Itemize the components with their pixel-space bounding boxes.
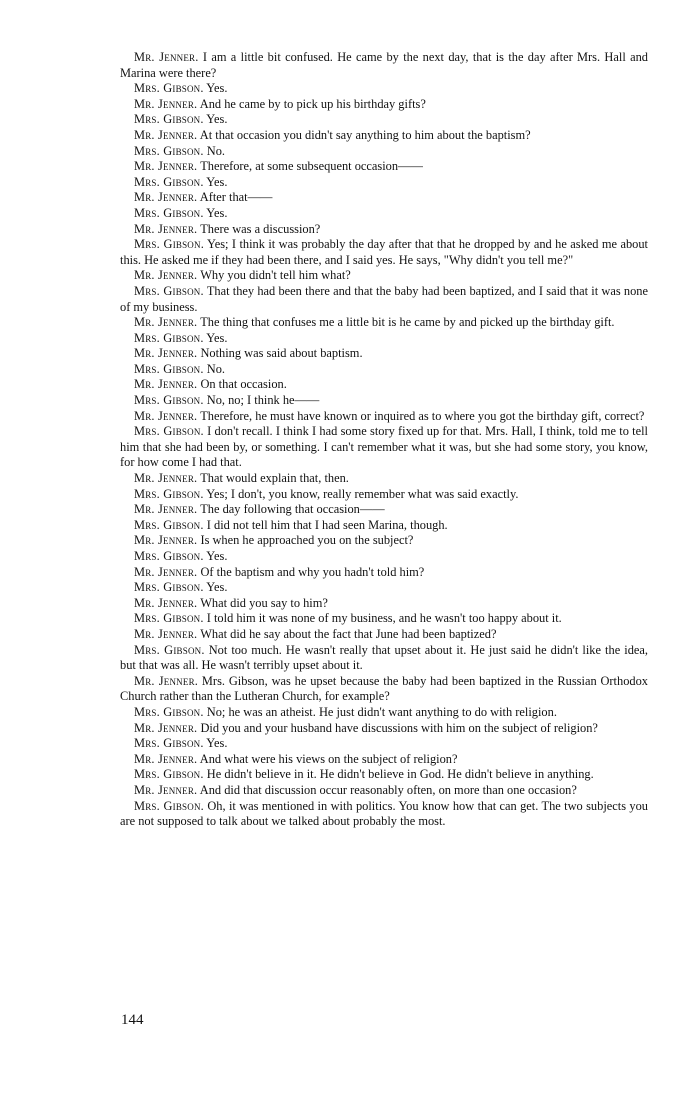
- speech-text: Of the baptism and why you hadn't told him?: [197, 564, 425, 579]
- testimony-paragraph: [120, 596, 648, 612]
- speech-text: Yes.: [203, 81, 228, 96]
- speech-text: The thing that confuses me a little bit is he came by and picked up the birthday gift.: [197, 315, 615, 330]
- speaker-label: Mr. Jenner.: [134, 127, 198, 142]
- speaker-label: Mr. Jenner.: [134, 346, 198, 361]
- speech-text: And he came by to pick up his birthday gifts?: [197, 96, 426, 111]
- speaker-label: Mr. Jenner.: [134, 782, 198, 797]
- speech-text: That they had been there and that the baby had been baptized, and I said that it was none of my business.: [120, 283, 648, 314]
- speaker-label: Mr. Jenner.: [134, 751, 198, 766]
- speech-text: Yes.: [203, 736, 228, 751]
- testimony-paragraph: [120, 97, 648, 113]
- speaker-label: Mrs. Gibson.: [134, 143, 204, 158]
- testimony-paragraph: [120, 315, 648, 331]
- speech-text: At that occasion you didn't say anything to him about the baptism?: [197, 127, 531, 142]
- testimony-paragraph: [120, 206, 648, 222]
- speech-text: There was a discussion?: [197, 221, 321, 236]
- speaker-label: Mrs. Gibson.: [134, 736, 204, 751]
- speaker-label: Mrs. Gibson.: [134, 580, 204, 595]
- speaker-label: Mrs. Gibson.: [134, 704, 204, 719]
- testimony-paragraph: [120, 533, 648, 549]
- speech-text: Yes.: [203, 174, 228, 189]
- testimony-paragraph: [120, 393, 648, 409]
- speech-text: What did you say to him?: [197, 595, 328, 610]
- speaker-label: Mr. Jenner.: [134, 626, 198, 641]
- testimony-paragraph: [120, 144, 648, 160]
- speech-text: What did he say about the fact that June had been baptized?: [197, 626, 497, 641]
- speaker-label: Mr. Jenner.: [134, 190, 198, 205]
- speaker-label: Mr. Jenner.: [134, 377, 198, 392]
- testimony-paragraph: [120, 268, 648, 284]
- speech-text: Is when he approached you on the subject?: [197, 533, 414, 548]
- speaker-label: Mrs. Gibson.: [134, 549, 204, 563]
- testimony-paragraph: [120, 487, 648, 503]
- speech-text: Oh, it was mentioned in with politics. You know how that can get. The two subjects you are not supposed to talk about we talked about probably the most.: [120, 798, 648, 829]
- testimony-paragraph: [120, 643, 648, 674]
- testimony-paragraph: [120, 409, 648, 425]
- speaker-label: Mr. Jenner.: [134, 221, 198, 236]
- speaker-label: Mr. Jenner.: [134, 471, 198, 486]
- testimony-paragraph: [120, 721, 648, 737]
- speech-text: On that occasion.: [197, 377, 287, 392]
- testimony-paragraph: [120, 175, 648, 191]
- speech-text: The day following that occasion——: [197, 502, 385, 517]
- speech-text: After that——: [197, 190, 273, 205]
- speaker-label: Mr. Jenner.: [134, 564, 198, 579]
- speech-text: I don't recall. I think I had some story fixed up for that. Mrs. Hall, I think, told me to tell him that she had been by, or something. I can't remember what it was, but she had some story, you know, for how come I had that.: [120, 424, 648, 470]
- testimony-paragraph: [120, 674, 648, 705]
- testimony-paragraph: [120, 222, 648, 238]
- speech-text: No, no; I think he——: [203, 393, 320, 408]
- speaker-label: Mrs. Gibson.: [134, 424, 204, 439]
- speech-text: Yes.: [203, 112, 228, 127]
- testimony-paragraph: [120, 237, 648, 268]
- speaker-label: Mrs. Gibson.: [134, 174, 204, 189]
- testimony-paragraph: [120, 549, 648, 565]
- testimony-paragraph: [120, 112, 648, 128]
- speech-text: Yes.: [203, 549, 228, 563]
- testimony-paragraph: [120, 424, 648, 471]
- speech-text: Nothing was said about baptism.: [197, 346, 363, 361]
- speaker-label: Mr. Jenner.: [134, 595, 198, 610]
- testimony-paragraph: [120, 611, 648, 627]
- page-number: 144: [121, 1012, 144, 1028]
- speaker-label: Mrs. Gibson.: [134, 330, 204, 345]
- testimony-paragraph: [120, 377, 648, 393]
- testimony-paragraph: [120, 565, 648, 581]
- testimony-text: [120, 50, 648, 830]
- speaker-label: Mrs. Gibson.: [134, 393, 204, 408]
- speech-text: Did you and your husband have discussions with him on the subject of religion?: [197, 720, 598, 735]
- speaker-label: Mrs. Gibson.: [134, 237, 205, 252]
- speech-text: No; he was an atheist. He just didn't want anything to do with religion.: [203, 704, 557, 719]
- speech-text: I told him it was none of my business, and he wasn't too happy about it.: [203, 611, 562, 626]
- speech-text: Not too much. He wasn't really that upset about it. He just said he didn't like the idea, but that was all. He wasn't terribly upset about it.: [120, 642, 648, 673]
- speaker-label: Mr. Jenner.: [134, 408, 198, 423]
- testimony-paragraph: [120, 627, 648, 643]
- speaker-label: Mrs. Gibson.: [134, 798, 204, 813]
- speech-text: Why you didn't tell him what?: [197, 268, 351, 283]
- testimony-paragraph: [120, 471, 648, 487]
- testimony-paragraph: [120, 128, 648, 144]
- testimony-paragraph: [120, 331, 648, 347]
- speech-text: He didn't believe in it. He didn't believe in God. He didn't believe in anything.: [203, 767, 594, 782]
- speaker-label: Mrs. Gibson.: [134, 767, 204, 782]
- speech-text: Yes.: [203, 330, 228, 345]
- speaker-label: Mrs. Gibson.: [134, 642, 205, 657]
- speech-text: Yes; I think it was probably the day after that that he dropped by and he asked me about this. He asked me if they had been there, and I said yes. He says, "Why didn't you tell me?": [120, 237, 649, 267]
- speaker-label: Mr. Jenner.: [134, 533, 198, 548]
- speaker-label: Mr. Jenner.: [134, 673, 199, 688]
- speaker-label: Mrs. Gibson.: [134, 205, 204, 220]
- testimony-paragraph: [120, 518, 648, 534]
- testimony-paragraph: [120, 580, 648, 596]
- speech-text: Therefore, he must have known or inquired as to where you got the birthday gift, correct?: [197, 408, 645, 423]
- speaker-label: Mr. Jenner.: [134, 268, 198, 283]
- speaker-label: Mr. Jenner.: [134, 315, 198, 330]
- testimony-paragraph: [120, 50, 648, 81]
- speaker-label: Mrs. Gibson.: [134, 486, 204, 501]
- speech-text: Yes.: [203, 580, 228, 595]
- speech-text: And what were his views on the subject of religion?: [197, 751, 458, 766]
- speaker-label: Mrs. Gibson.: [134, 81, 204, 96]
- speaker-label: Mrs. Gibson.: [134, 112, 204, 127]
- testimony-paragraph: [120, 190, 648, 206]
- testimony-paragraph: [120, 705, 648, 721]
- speech-text: Therefore, at some subsequent occasion——: [197, 159, 423, 174]
- speaker-label: Mrs. Gibson.: [134, 517, 204, 532]
- testimony-paragraph: [120, 767, 648, 783]
- testimony-paragraph: [120, 81, 648, 97]
- speech-text: Yes; I don't, you know, really remember what was said exactly.: [203, 486, 519, 501]
- testimony-paragraph: [120, 159, 648, 175]
- speaker-label: Mr. Jenner.: [134, 96, 198, 111]
- speech-text: I did not tell him that I had seen Marina, though.: [203, 517, 448, 532]
- speech-text: That would explain that, then.: [197, 471, 349, 486]
- speech-text: Yes.: [203, 205, 228, 220]
- testimony-paragraph: [120, 736, 648, 752]
- speaker-label: Mrs. Gibson.: [134, 611, 204, 626]
- speaker-label: Mr. Jenner.: [134, 502, 198, 517]
- speaker-label: Mr. Jenner.: [134, 720, 198, 735]
- speech-text: I am a little bit confused. He came by the next day, that is the day after Mrs. Hall and Marina were there?: [120, 50, 648, 80]
- testimony-paragraph: [120, 783, 648, 799]
- testimony-paragraph: [120, 799, 648, 830]
- speech-text: No.: [203, 143, 226, 158]
- speech-text: And did that discussion occur reasonably often, on more than one occasion?: [197, 782, 577, 797]
- speaker-label: Mr. Jenner.: [134, 50, 199, 64]
- speech-text: Mrs. Gibson, was he upset because the baby had been baptized in the Russian Orthodox Church rather than the Lutheran Church, for example?: [120, 673, 648, 704]
- speech-text: No.: [203, 361, 226, 376]
- testimony-paragraph: [120, 362, 648, 378]
- testimony-paragraph: [120, 752, 648, 768]
- speaker-label: Mrs. Gibson.: [134, 283, 204, 298]
- testimony-paragraph: [120, 502, 648, 518]
- speaker-label: Mr. Jenner.: [134, 159, 198, 174]
- speaker-label: Mrs. Gibson.: [134, 361, 204, 376]
- testimony-paragraph: [120, 284, 648, 315]
- testimony-paragraph: [120, 346, 648, 362]
